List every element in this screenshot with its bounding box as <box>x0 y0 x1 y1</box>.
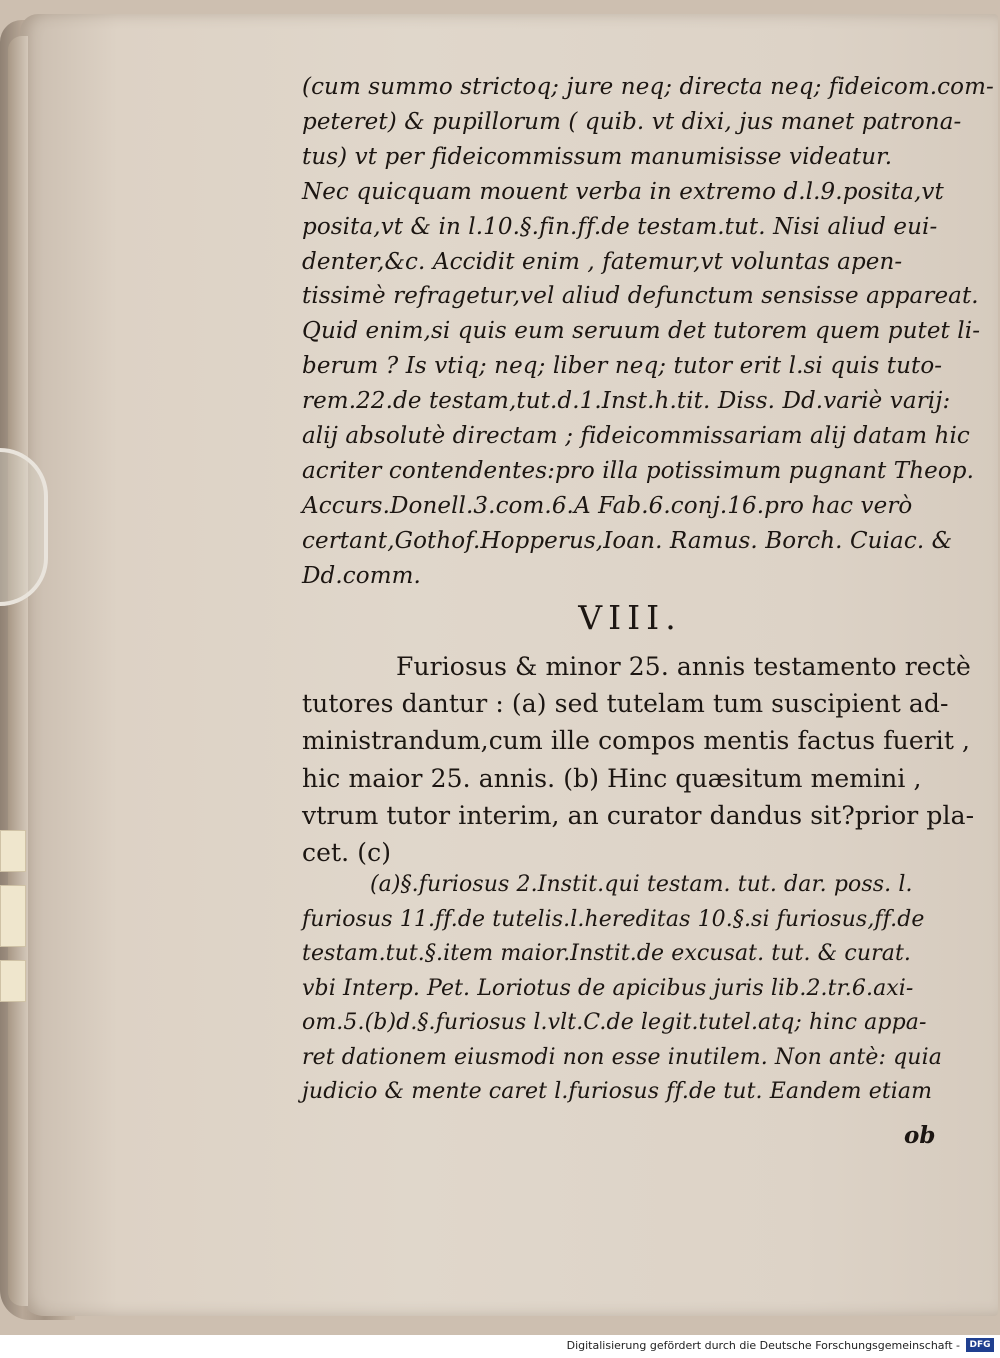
text-line: vtrum tutor interim, an curator dandus sit?prior pla- <box>302 800 975 830</box>
text-line: hic maior 25. annis. (b) Hinc quæsitum memini , <box>302 763 922 793</box>
text-line: berum ? Is vtiq; neq; liber neq; tutor erit l.si quis tuto- <box>302 353 943 380</box>
page-fold <box>8 36 28 1306</box>
section-heading: VIII. <box>578 598 682 637</box>
text-line: vbi Interp. Pet. Loriotus de apicibus juris lib.2.tr.6.axi- <box>302 975 914 1001</box>
text-line: judicio & mente caret l.furiosus ff.de tut. Eandem etiam <box>302 1079 933 1104</box>
text-line: Quid enim,si quis eum seruum det tutorem quem putet li- <box>302 318 981 345</box>
text-line: acriter contendentes:pro illa potissimum pugnant Theop. <box>302 457 975 484</box>
footnotes <box>302 868 942 1110</box>
paper-tab <box>0 960 26 1002</box>
text-line: Nec quicquam mouent verba in extremo d.l.9.posita,vt <box>302 178 944 205</box>
text-line: Dd.comm. <box>302 562 421 589</box>
footer-text: Digitalisierung gefördert durch die Deutsche Forschungsgemeinschaft - <box>566 1339 960 1352</box>
thesis-paragraph <box>302 648 975 871</box>
paper-tab <box>0 830 26 872</box>
dfg-logo-icon: DFG <box>966 1338 994 1352</box>
text-line: tus) vt per fideicommissum manumisisse videatur. <box>302 143 893 170</box>
text-line: Furiosus & minor 25. annis testamento rectè <box>396 652 971 681</box>
paper-tab <box>0 885 26 947</box>
text-line: peteret) & pupillorum ( quib. vt dixi, jus manet patrona- <box>302 108 962 135</box>
text-line: furiosus 11.ff.de tutelis.l.hereditas 10.§.si furiosus,ff.de <box>302 906 925 932</box>
text-line: testam.tut.§.item maior.Instit.de excusat. tut. & curat. <box>302 941 911 966</box>
text-line: tutores dantur : (a) sed tutelam tum suscipient ad- <box>302 689 949 719</box>
text-line: tissimè refragetur,vel aliud defunctum sensisse appareat. <box>302 283 979 310</box>
text-line: denter,&c. Accidit enim , fatemur,vt voluntas apen- <box>302 248 903 275</box>
text-line: certant,Gothof.Hopperus,Ioan. Ramus. Borch. Cuiac. & <box>302 527 953 554</box>
text-line: cet. (c) <box>302 838 392 868</box>
text-line: ret dationem eiusmodi non esse inutilem. Non antè: quia <box>302 1044 942 1070</box>
text-line: ministrandum,cum ille compos mentis factus fuerit , <box>302 726 971 756</box>
text-line: alij absolutè directam ; fideicommissariam alij datam hic <box>302 423 970 450</box>
text-line: (cum summo strictoq; jure neq; directa neq; fideicom.com- <box>302 74 994 100</box>
digitization-footer <box>0 1335 1000 1358</box>
footnote-continuation <box>302 70 994 594</box>
text-line: rem.22.de testam,tut.d.1.Inst.h.tit. Diss. Dd.variè varij: <box>302 388 951 415</box>
text-line: Accurs.Donell.3.com.6.A Fab.6.conj.16.pro hac verò <box>302 492 913 519</box>
clip-icon <box>0 448 48 606</box>
text-line: om.5.(b)d.§.furiosus l.vlt.C.de legit.tutel.atq; hinc appa- <box>302 1010 927 1035</box>
text-line: (a)§.furiosus 2.Instit.qui testam. tut. dar. poss. l. <box>370 872 913 897</box>
catchword: ob <box>904 1122 936 1149</box>
text-line: posita,vt & in l.10.§.fin.ff.de testam.tut. Nisi aliud eui- <box>302 213 938 240</box>
